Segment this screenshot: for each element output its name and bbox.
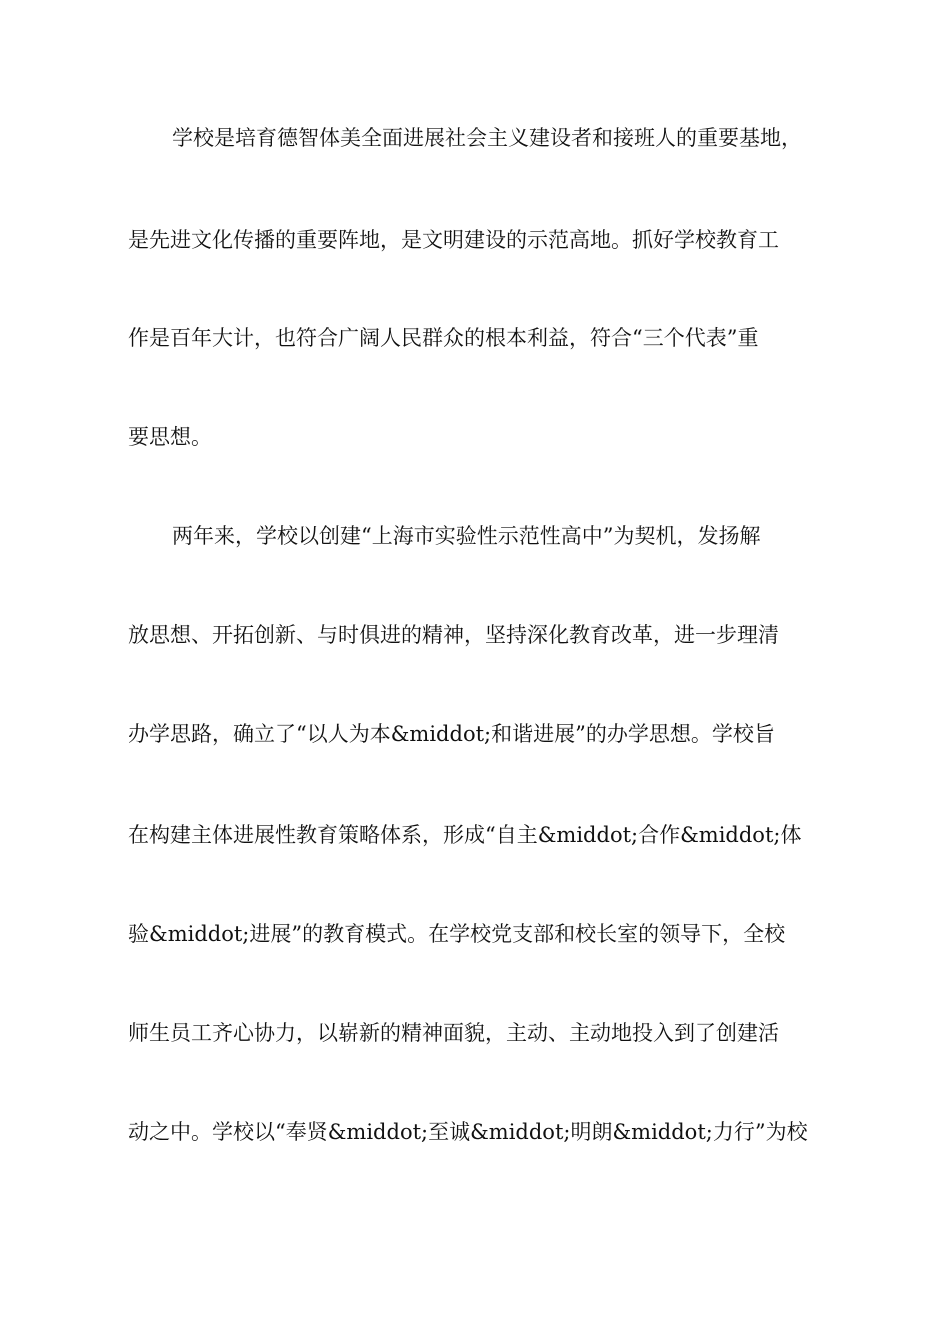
text-line-6: 放思想、开拓创新、与时俱进的精神，坚持深化教育改革，进一步理清 xyxy=(128,623,779,647)
text-line-3: 作是百年大计，也符合广阔人民群众的根本利益，符合“三个代表”重 xyxy=(128,326,759,350)
text-line-10: 师生员工齐心协力，以崭新的精神面貌，主动、主动地投入到了创建活 xyxy=(128,1021,779,1045)
text-line-9: 验&middot;进展”的教育模式。在学校党支部和校长室的领导下，全校 xyxy=(128,922,786,946)
text-line-2: 是先进文化传播的重要阵地，是文明建设的示范高地。抓好学校教育工 xyxy=(128,228,779,252)
text-line-11: 动之中。学校以“奉贤&middot;至诚&middot;明朗&middot;力行”为校 xyxy=(128,1120,808,1144)
text-line-8: 在构建主体进展性教育策略体系，形成“自主&middot;合作&middot;体 xyxy=(128,823,802,847)
text-line-4: 要思想。 xyxy=(128,425,212,449)
text-line-1: 学校是培育德智体美全面进展社会主义建设者和接班人的重要基地， xyxy=(172,126,802,150)
text-line-5: 两年来，学校以创建“上海市实验性示范性高中”为契机，发扬解 xyxy=(172,524,761,548)
text-line-7: 办学思路，确立了“以人为本&middot;和谐进展”的办学思想。学校旨 xyxy=(128,722,775,746)
